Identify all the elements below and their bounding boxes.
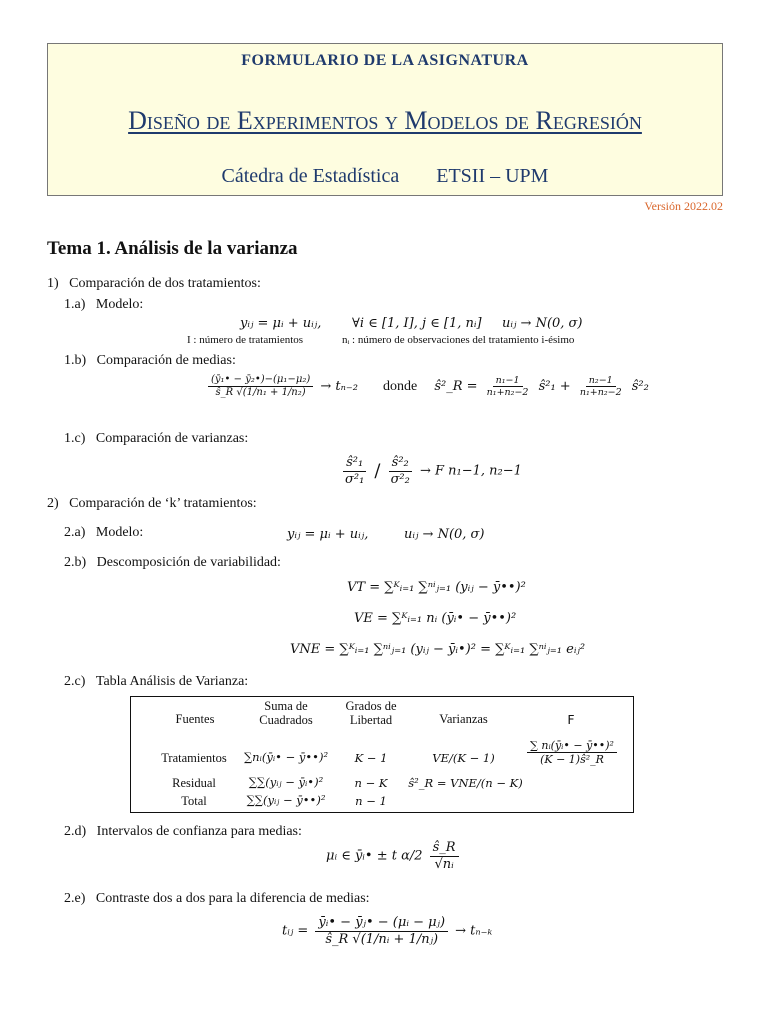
row-tratamientos-f — [516, 739, 628, 766]
ve-formula: VE = ∑ᴷᵢ₌₁ nᵢ (ȳᵢ• − ȳ••)² — [354, 611, 517, 626]
vt-formula: VT = ∑ᴷᵢ₌₁ ∑ⁿⁱⱼ₌₁ (yᵢⱼ − ȳ••)² — [347, 580, 526, 595]
row-tratamientos-fuente: Tratamientos — [161, 751, 227, 765]
confidence-interval-formula — [326, 840, 461, 872]
row-total-fuente: Total — [181, 794, 207, 808]
pairwise-fraction-den: ŝ_R √(1/nᵢ + 1/nⱼ) — [325, 931, 439, 947]
f-fraction — [527, 739, 617, 766]
donde-label: donde — [383, 378, 418, 394]
department-label: Cátedra de Estadística — [221, 165, 400, 187]
ci-fraction-num: ŝ_R — [430, 840, 459, 857]
item-1b-label: 1.b) Comparación de medias: — [64, 353, 236, 368]
pairwise-fraction — [315, 915, 448, 947]
col-suma-1: Suma de — [264, 699, 308, 713]
variance-arrow: → F n₁−1, n₂−1 — [419, 463, 522, 479]
variance-frac-2-num: ŝ²₂ — [389, 455, 412, 472]
variance-frac-2 — [388, 455, 413, 487]
item-2: 2) Comparación de ‘k’ tratamientos: — [47, 496, 257, 511]
row-residual-gl: n − K — [354, 776, 388, 790]
item-2c: 2.c) Tabla Análisis de Varianza: — [64, 674, 249, 689]
mean-diff-fraction — [208, 374, 313, 399]
variance-frac-1-den: σ²₁ — [345, 471, 365, 487]
pooled-s2: ŝ²₂ — [631, 379, 649, 394]
pooled-frac-2-num: n₂−1 — [586, 375, 616, 387]
row-total-gl: n − 1 — [355, 794, 387, 808]
item-2e: 2.e) Contraste dos a dos para la diferencia de medias: — [64, 891, 370, 906]
col-grados-1: Grados de — [345, 699, 397, 713]
item-1c: 1.c) Comparación de varianzas: — [64, 431, 249, 446]
note-I: I : número de tratamientos — [187, 334, 304, 346]
school-label: ETSII – UPM — [436, 165, 549, 187]
mean-diff-den: ŝ_R √(1/n₁ + 1/n₂) — [215, 387, 306, 398]
col-grados-2: Libertad — [349, 713, 393, 727]
version-label: Versión 2022.02 — [644, 199, 723, 213]
col-varianzas: Varianzas — [439, 712, 488, 726]
row-residual-var: ŝ²_R = VNE/(n − K) — [408, 776, 523, 790]
pooled-frac-2 — [577, 375, 625, 399]
ci-lhs: μᵢ ∈ ȳᵢ• ± t α/2 — [326, 848, 423, 864]
pairwise-fraction-num: ȳᵢ• − ȳⱼ• − (μᵢ − μⱼ) — [315, 915, 448, 932]
variance-frac-2-den: σ²₂ — [390, 471, 410, 487]
mean-diff-arrow: → tₙ₋₂ — [320, 379, 358, 394]
item-2b: 2.b) Descomposición de variabilidad: — [64, 555, 281, 570]
row-tratamientos-suma: ∑nᵢ(ȳᵢ• − ȳ••)² — [243, 750, 329, 764]
col-suma-2: Cuadrados — [259, 713, 313, 727]
row-total-suma: ∑∑(yᵢⱼ − ȳ••)² — [246, 793, 326, 807]
pairwise-lhs: tᵢⱼ = — [282, 923, 309, 939]
f-fraction-num: ∑ nᵢ(ȳᵢ• − ȳ••)² — [527, 739, 617, 753]
pairwise-arrow: → tₙ₋ₖ — [455, 923, 493, 939]
header-box — [47, 43, 723, 196]
variance-frac-1-num: ŝ²₁ — [343, 455, 366, 472]
item-1: 1) Comparación de dos tratamientos: — [47, 276, 261, 291]
item-1b — [64, 353, 236, 369]
model-equation-2: yᵢⱼ = μᵢ + uᵢⱼ, — [287, 527, 369, 542]
variance-ratio-formula — [340, 455, 522, 487]
variance-frac-1 — [342, 455, 367, 487]
item-2d: 2.d) Intervalos de confianza para medias: — [64, 824, 302, 839]
pooled-s1: ŝ²₁ + — [538, 379, 575, 394]
section-title: Tema 1. Análisis de la varianza — [47, 238, 298, 259]
pairwise-test-formula — [282, 915, 492, 947]
anova-table — [130, 696, 634, 813]
row-tratamientos-gl: K − 1 — [354, 751, 388, 765]
pooled-frac-1-num: n₁−1 — [493, 375, 523, 387]
item-1a: 1.a) Modelo: — [64, 297, 144, 312]
mean-comparison-formula — [206, 374, 649, 399]
error-distribution-2: uᵢⱼ → N(0, σ) — [404, 527, 485, 542]
pooled-frac-2-den: n₁+n₂−2 — [579, 387, 622, 398]
col-fuentes: Fuentes — [175, 712, 215, 726]
note-n: nᵢ : número de observaciones del tratamiento i-ésimo — [342, 334, 575, 346]
ci-fraction — [430, 840, 459, 872]
slash-glyph: / — [374, 460, 381, 482]
item-2a: 2.a) Modelo: — [64, 525, 144, 540]
pooled-frac-1-den: n₁+n₂−2 — [486, 387, 529, 398]
row-residual-suma: ∑∑(yᵢⱼ − ȳᵢ•)² — [248, 775, 324, 789]
f-fraction-den: (K − 1)ŝ²_R — [540, 753, 604, 767]
vne-formula: VNE = ∑ᴷᵢ₌₁ ∑ⁿⁱⱼ₌₁ (yᵢⱼ − ȳᵢ•)² = ∑ᴷᵢ₌₁ ∑ⁿⁱⱼ₌₁ eᵢⱼ² — [290, 642, 586, 657]
mean-diff-num: (ȳ₁• − ȳ₂•)−(μ₁−μ₂) — [208, 374, 313, 387]
header-subtitle — [48, 165, 722, 188]
col-f: F — [567, 712, 575, 727]
ci-fraction-den: √nᵢ — [434, 856, 454, 872]
row-residual-fuente: Residual — [172, 776, 216, 790]
header-kicker: FORMULARIO DE LA ASIGNATURA — [241, 52, 529, 69]
row-tratamientos-var: VE/(K − 1) — [432, 751, 495, 765]
pooled-variance-lhs: ŝ²_R = — [434, 379, 482, 394]
pooled-frac-1 — [484, 375, 532, 399]
index-range: ∀i ∈ [1, I], j ∈ [1, nᵢ] — [352, 316, 482, 331]
document-title: Diseño de Experimentos y Modelos de Regresión — [128, 106, 642, 135]
error-distribution: uᵢⱼ → N(0, σ) — [502, 316, 583, 331]
model-equation: yᵢⱼ = μᵢ + uᵢⱼ, — [240, 316, 322, 331]
